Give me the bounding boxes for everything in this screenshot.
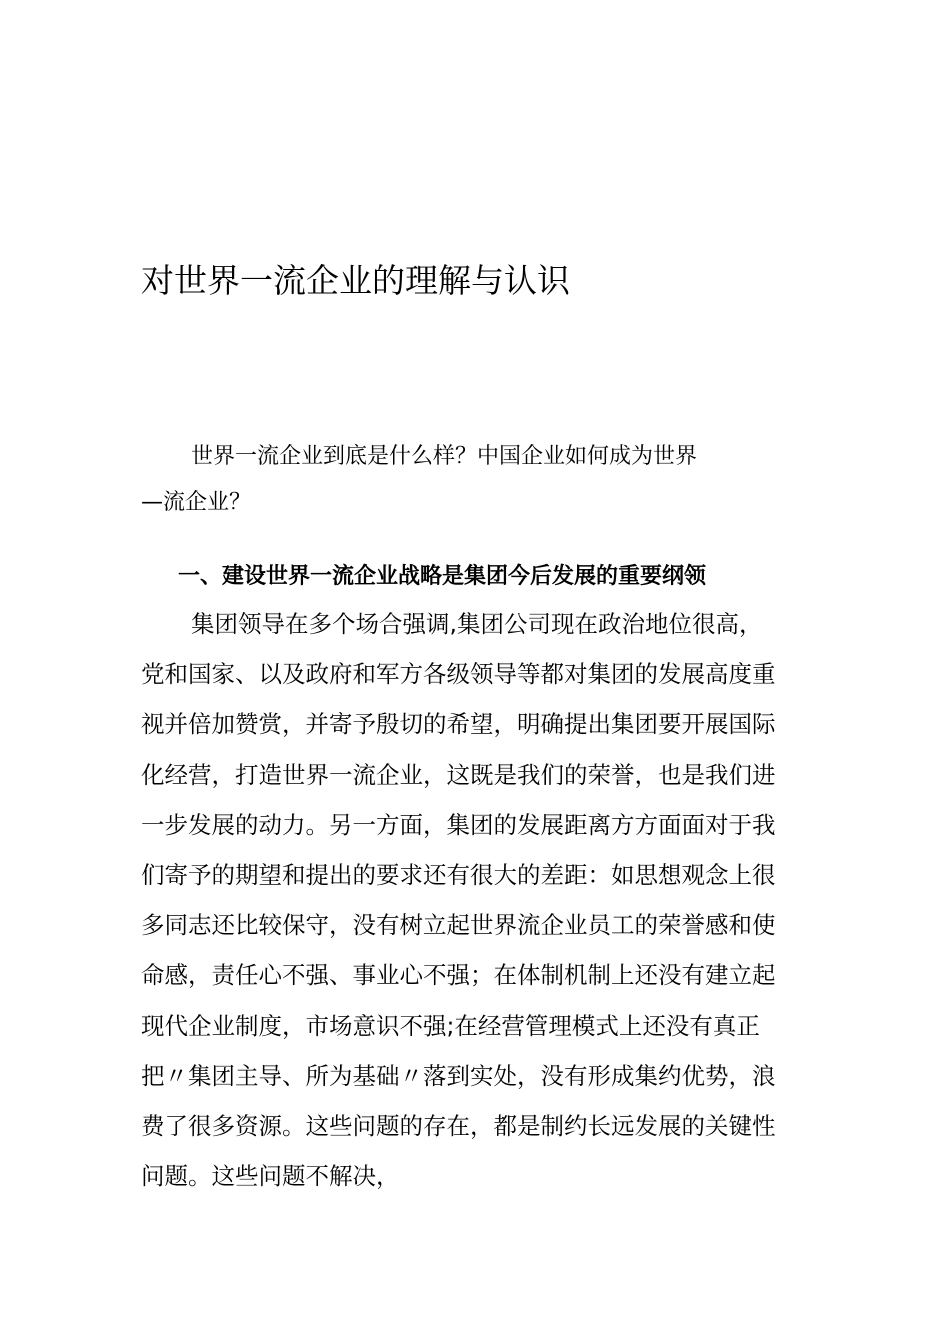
document-title: 对世界一流企业的理解与认识: [141, 261, 570, 300]
body-line: 命感，责任心不强、事业心不强；在体制机制上还没有建立起: [141, 961, 776, 990]
intro-line: 世界一流企业到底是什么样？中国企业如何成为世界: [191, 444, 698, 469]
body-line: 费了很多资源。这些问题的存在，都是制约长远发展的关键性: [141, 1112, 776, 1141]
body-line: 们寄予的期望和提出的要求还有很大的差距：如思想观念上很: [141, 861, 776, 890]
body-paragraph: [141, 599, 821, 1201]
body-line: 把〃集团主导、所为基础〃落到实处，没有形成集约优势，浪: [141, 1061, 776, 1090]
body-line: 问题。这些问题不解决，: [141, 1162, 400, 1191]
body-line: 视并倍加赞赏，并寄予殷切的希望，明确提出集团要开展国际: [141, 710, 776, 739]
body-line: 多同志还比较保守，没有树立起世界流企业员工的荣誉感和使: [141, 911, 776, 940]
body-line: 现代企业制度，市场意识不强;在经营管理模式上还没有真正: [141, 1011, 760, 1040]
intro-line: —流企业？: [141, 490, 252, 515]
section-heading: 一、建设世界一流企业战略是集团今后发展的重要纲领: [178, 564, 707, 589]
body-line: 化经营，打造世界一流企业，这既是我们的荣誉，也是我们进: [141, 760, 776, 789]
body-line: 集团领导在多个场合强调,集团公司现在政治地位很高，: [191, 610, 763, 638]
intro-paragraph: [141, 434, 697, 526]
body-line: 党和国家、以及政府和军方各级领导等都对集团的发展高度重: [141, 660, 776, 689]
body-line: 一步发展的动力。另一方面，集团的发展距离方方面面对于我: [141, 810, 776, 839]
